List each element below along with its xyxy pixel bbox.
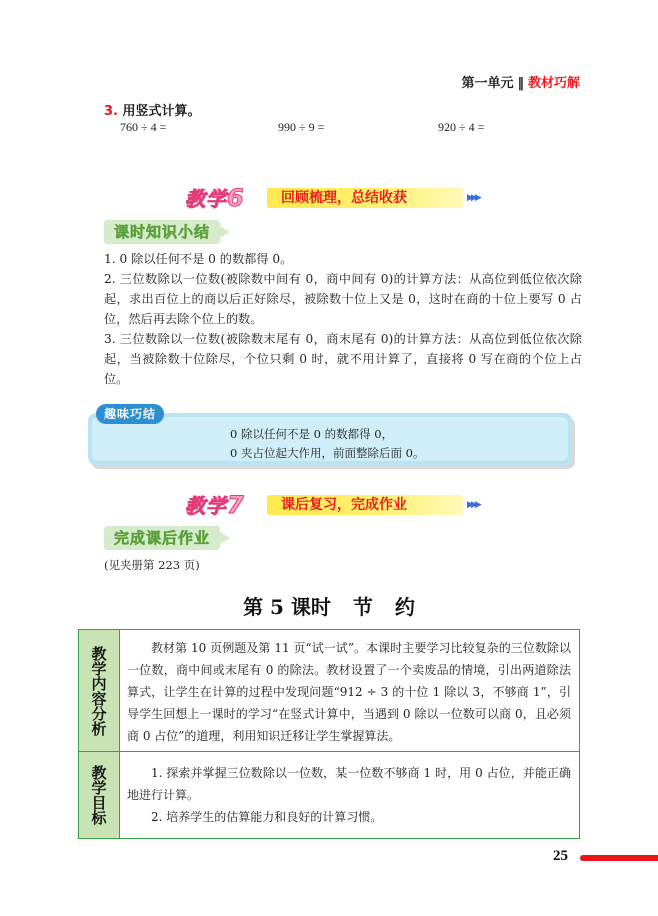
section-tag <box>185 491 275 519</box>
problem-3: 920 ÷ 4 = <box>438 120 485 134</box>
page-number: 25 <box>553 848 568 864</box>
analysis-label: 教学内容分析 <box>89 645 108 736</box>
section-title: 课后复习，完成作业 <box>281 497 407 513</box>
tip-line-1: 0 除以任何不是 0 的数都得 0， <box>230 427 394 441</box>
lesson-title <box>0 591 658 620</box>
analysis-content <box>127 637 571 747</box>
unit-label: 第一单元 <box>461 76 514 91</box>
summary-item-2: 2. 三位数除以一位数(被除数中间有 0，商中间有 0)的计算方法：从高位到低位依次除起，求出百位上的商以后正好除尽，被除数十位上又是 0，这时在商的十位上要写 0 占位，然后再去除个位上的数。 <box>104 272 582 326</box>
section-6-banner <box>185 186 495 210</box>
arrow-right-icon: ▶▶▶ <box>467 193 479 203</box>
section-tag <box>185 184 275 212</box>
running-header <box>461 72 580 91</box>
analysis-row <box>79 630 579 752</box>
problem-2: 990 ÷ 9 = <box>278 120 325 134</box>
lesson-title-char-2: 约 <box>394 595 415 619</box>
summary-body <box>104 249 582 389</box>
teaching-table <box>78 629 580 839</box>
tag-number: 7 <box>227 491 245 519</box>
goals-row <box>79 752 579 838</box>
summary-item-1: 1. 0 除以任何不是 0 的数都得 0。 <box>104 252 293 266</box>
tag-number: 6 <box>227 184 245 212</box>
summary-heading: 课时知识小结 <box>104 220 220 244</box>
lesson-title-char-1: 节 <box>352 595 373 619</box>
problem-1: 760 ÷ 4 = <box>120 120 167 134</box>
goals-content <box>127 762 571 828</box>
section-7-banner <box>185 493 495 517</box>
analysis-label-cell <box>79 630 120 751</box>
brand-label: 教材巧解 <box>527 76 580 91</box>
header-separator: ‖ <box>517 76 524 91</box>
tag-text: 教学 <box>185 187 227 211</box>
section-title: 回顾梳理，总结收获 <box>281 190 407 206</box>
goals-label: 教学目标 <box>89 765 108 825</box>
homework-heading: 完成课后作业 <box>104 526 220 550</box>
goals-label-cell <box>79 752 120 838</box>
tag-text: 教学 <box>185 494 227 518</box>
arrow-right-icon: ▶▶▶ <box>467 500 479 510</box>
exercise-number: 3. <box>104 104 118 119</box>
lesson-number: 第 5 课时 <box>243 595 331 619</box>
analysis-text: 教材第 10 页例题及第 11 页“试一试”。本课时主要学习比较复杂的三位数除以一位数，商中间或末尾有 0 的除法。教材设置了一个卖废品的情境，引出两道除法算式，让学生在计算的过程中发现问题“912 ÷ 3 的十位 1 除以 3，不够商 1”，引导学生回想上一课时的学习“在竖式计算中，当遇到 0 除以一位数可以商 0，且必须商 0 占位”的道理，利用知识迁移让学生掌握算法。 <box>127 641 571 743</box>
exercise-instruction: 用竖式计算。 <box>122 104 201 119</box>
goal-item-1: 1. 探索并掌握三位数除以一位数，某一位数不够商 1 时，用 0 占位，并能正确地进行计算。 <box>127 766 571 802</box>
summary-item-3: 3. 三位数除以一位数(被除数末尾有 0，商末尾有 0)的计算方法：从高位到低位依次除起，当被除数十位除尽，个位只剩 0 时，就不用计算了，直接将 0 写在商的个位上占位。 <box>104 332 582 386</box>
tip-badge: 趣味巧结 <box>96 404 164 424</box>
goal-item-2: 2. 培养学生的估算能力和良好的计算习惯。 <box>151 810 383 824</box>
homework-note: (见夹册第 223 页) <box>104 558 200 572</box>
page-accent-bar <box>580 855 658 861</box>
tip-line-2: 0 夹占位起大作用，前面整除后面 0。 <box>230 446 425 460</box>
exercise-title <box>104 100 201 119</box>
